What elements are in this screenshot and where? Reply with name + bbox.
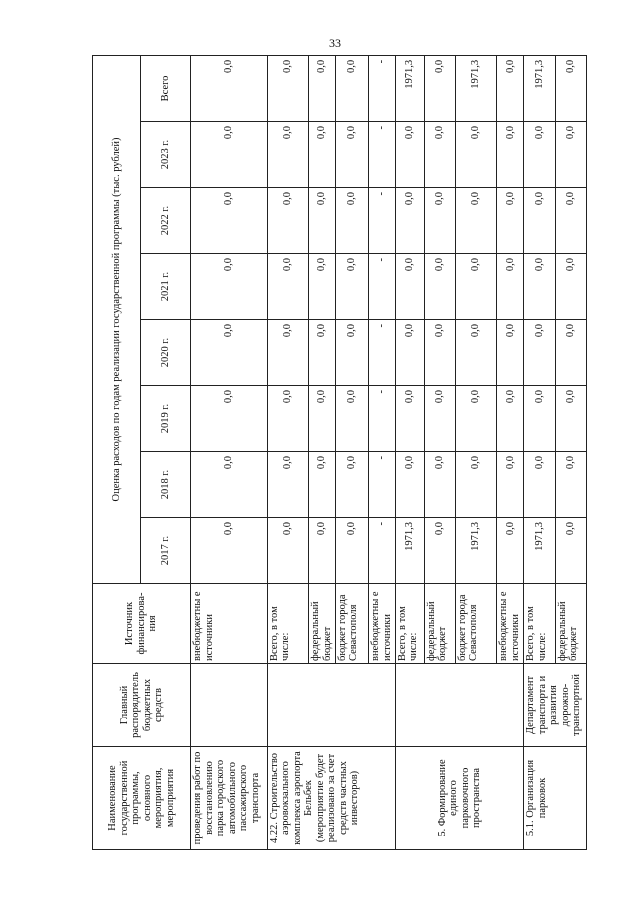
value-cell: - xyxy=(369,518,396,584)
source-cell: внебюджетны е источники xyxy=(369,584,396,664)
header-year: 2017 г. xyxy=(141,518,191,584)
value-cell: 1971,3 xyxy=(395,518,424,584)
value-cell: 0,0 xyxy=(395,122,424,188)
value-cell: - xyxy=(369,386,396,452)
program-name-cell: 4.22. Строительство аэровокзального комплекса аэропорта Бельбек (мероприятие будет реализовано за счет средств частных инвесторов) xyxy=(267,747,395,850)
value-cell: 0,0 xyxy=(395,452,424,518)
value-cell: 0,0 xyxy=(497,122,524,188)
value-cell: 0,0 xyxy=(309,188,336,254)
table-row xyxy=(524,55,555,849)
value-cell: 0,0 xyxy=(267,320,308,386)
value-cell: 0,0 xyxy=(395,320,424,386)
value-cell: 0,0 xyxy=(267,386,308,452)
header-year: 2023 г. xyxy=(141,122,191,188)
value-cell: - xyxy=(369,55,396,121)
source-cell: бюджет города Севастополя xyxy=(335,584,368,664)
value-cell: 0,0 xyxy=(267,452,308,518)
value-cell: 0,0 xyxy=(524,320,555,386)
value-cell: 0,0 xyxy=(555,518,586,584)
value-cell: 0,0 xyxy=(335,452,368,518)
value-cell: 0,0 xyxy=(267,518,308,584)
value-cell: 0,0 xyxy=(455,188,496,254)
budget-table xyxy=(92,55,587,850)
value-cell: 0,0 xyxy=(497,188,524,254)
value-cell: 0,0 xyxy=(267,188,308,254)
value-cell: 1971,3 xyxy=(455,55,496,121)
source-cell: внебюджетны е источники xyxy=(191,584,268,664)
value-cell: 0,0 xyxy=(424,55,455,121)
value-cell: 0,0 xyxy=(524,386,555,452)
value-cell: 0,0 xyxy=(191,122,268,188)
header-year: 2021 г. xyxy=(141,254,191,320)
rotated-table-container xyxy=(92,57,587,850)
value-cell: 0,0 xyxy=(191,518,268,584)
value-cell: 0,0 xyxy=(424,122,455,188)
value-cell: 0,0 xyxy=(309,452,336,518)
page-number: 33 xyxy=(329,36,341,50)
value-cell: 0,0 xyxy=(524,122,555,188)
value-cell: 0,0 xyxy=(309,254,336,320)
value-cell: 0,0 xyxy=(497,452,524,518)
value-cell: 0,0 xyxy=(524,254,555,320)
value-cell: 0,0 xyxy=(424,452,455,518)
value-cell: 0,0 xyxy=(497,386,524,452)
value-cell: 0,0 xyxy=(555,254,586,320)
value-cell: - xyxy=(369,122,396,188)
value-cell: 0,0 xyxy=(335,320,368,386)
value-cell: 0,0 xyxy=(455,122,496,188)
value-cell: 0,0 xyxy=(309,518,336,584)
value-cell: 0,0 xyxy=(497,518,524,584)
value-cell: 0,0 xyxy=(555,55,586,121)
value-cell: 0,0 xyxy=(191,188,268,254)
source-cell: федеральный бюджет xyxy=(424,584,455,664)
value-cell: 0,0 xyxy=(267,55,308,121)
value-cell: 0,0 xyxy=(555,188,586,254)
value-cell: 1971,3 xyxy=(524,55,555,121)
header-year: 2022 г. xyxy=(141,188,191,254)
header-year: 2020 г. xyxy=(141,320,191,386)
manager-cell xyxy=(267,664,395,747)
value-cell: - xyxy=(369,452,396,518)
header-year: 2019 г. xyxy=(141,386,191,452)
manager-cell xyxy=(191,664,268,747)
source-cell: федеральный бюджет xyxy=(309,584,336,664)
header-source: Источник финансирова-ния xyxy=(93,584,191,664)
table-row xyxy=(395,55,424,849)
value-cell: 0,0 xyxy=(455,452,496,518)
source-cell: федеральный бюджет xyxy=(555,584,586,664)
value-cell: 0,0 xyxy=(267,122,308,188)
value-cell: 1971,3 xyxy=(524,518,555,584)
value-cell: 0,0 xyxy=(424,518,455,584)
value-cell: 0,0 xyxy=(524,188,555,254)
program-name-cell: 5. Формирование единого парковочного пространства xyxy=(395,747,523,850)
value-cell: 0,0 xyxy=(395,188,424,254)
value-cell: 0,0 xyxy=(191,386,268,452)
value-cell: 0,0 xyxy=(191,320,268,386)
value-cell: 0,0 xyxy=(555,122,586,188)
value-cell: 0,0 xyxy=(335,55,368,121)
source-cell: бюджет города Севастополя xyxy=(455,584,496,664)
value-cell: 0,0 xyxy=(524,452,555,518)
value-cell: 0,0 xyxy=(335,188,368,254)
value-cell: 0,0 xyxy=(555,386,586,452)
value-cell: 0,0 xyxy=(455,254,496,320)
value-cell: 0,0 xyxy=(395,254,424,320)
header-manager: Главный распорядитель бюджетных средств xyxy=(93,664,191,747)
header-estimate: Оценка расходов по годам реализации государственной программы (тыс. рублей) xyxy=(93,55,141,583)
table-row xyxy=(267,55,308,849)
value-cell: 0,0 xyxy=(424,320,455,386)
manager-cell: Департамент транспорта и развития дорожно-транспортной xyxy=(524,664,587,747)
source-cell: внебюджетны е источники xyxy=(497,584,524,664)
value-cell: 0,0 xyxy=(309,320,336,386)
value-cell: 0,0 xyxy=(309,55,336,121)
value-cell: 0,0 xyxy=(424,188,455,254)
value-cell: 0,0 xyxy=(191,452,268,518)
value-cell: 0,0 xyxy=(424,254,455,320)
header-total: Всего xyxy=(141,55,191,121)
value-cell: - xyxy=(369,254,396,320)
value-cell: 0,0 xyxy=(335,254,368,320)
value-cell: 0,0 xyxy=(335,518,368,584)
value-cell: 0,0 xyxy=(335,122,368,188)
source-cell: Всего, в том числе: xyxy=(524,584,555,664)
source-cell: Всего, в том числе: xyxy=(395,584,424,664)
value-cell: 0,0 xyxy=(309,122,336,188)
value-cell: 0,0 xyxy=(555,452,586,518)
source-cell: Всего, в том числе: xyxy=(267,584,308,664)
value-cell: 1971,3 xyxy=(395,55,424,121)
program-name-cell: 5.1. Организация парковок xyxy=(524,747,587,850)
header-year: 2018 г. xyxy=(141,452,191,518)
program-name-cell: проведения работ по восстановлению парка городского автомобильного пассажирского транспорта xyxy=(191,747,268,850)
value-cell: 0,0 xyxy=(455,386,496,452)
value-cell: 0,0 xyxy=(555,320,586,386)
manager-cell xyxy=(395,664,523,747)
value-cell: 0,0 xyxy=(395,386,424,452)
value-cell: 0,0 xyxy=(267,254,308,320)
value-cell: 0,0 xyxy=(309,386,336,452)
value-cell: 0,0 xyxy=(191,254,268,320)
header-program-name: Наименование государственной программы, основного мероприятия, мероприятия xyxy=(93,747,191,850)
value-cell: 0,0 xyxy=(335,386,368,452)
value-cell: - xyxy=(369,320,396,386)
value-cell: 0,0 xyxy=(497,254,524,320)
value-cell: 0,0 xyxy=(497,55,524,121)
value-cell: 0,0 xyxy=(424,386,455,452)
value-cell: 0,0 xyxy=(191,55,268,121)
value-cell: 0,0 xyxy=(497,320,524,386)
value-cell: 1971,3 xyxy=(455,518,496,584)
table-row xyxy=(191,55,268,849)
value-cell: 0,0 xyxy=(455,320,496,386)
value-cell: - xyxy=(369,188,396,254)
